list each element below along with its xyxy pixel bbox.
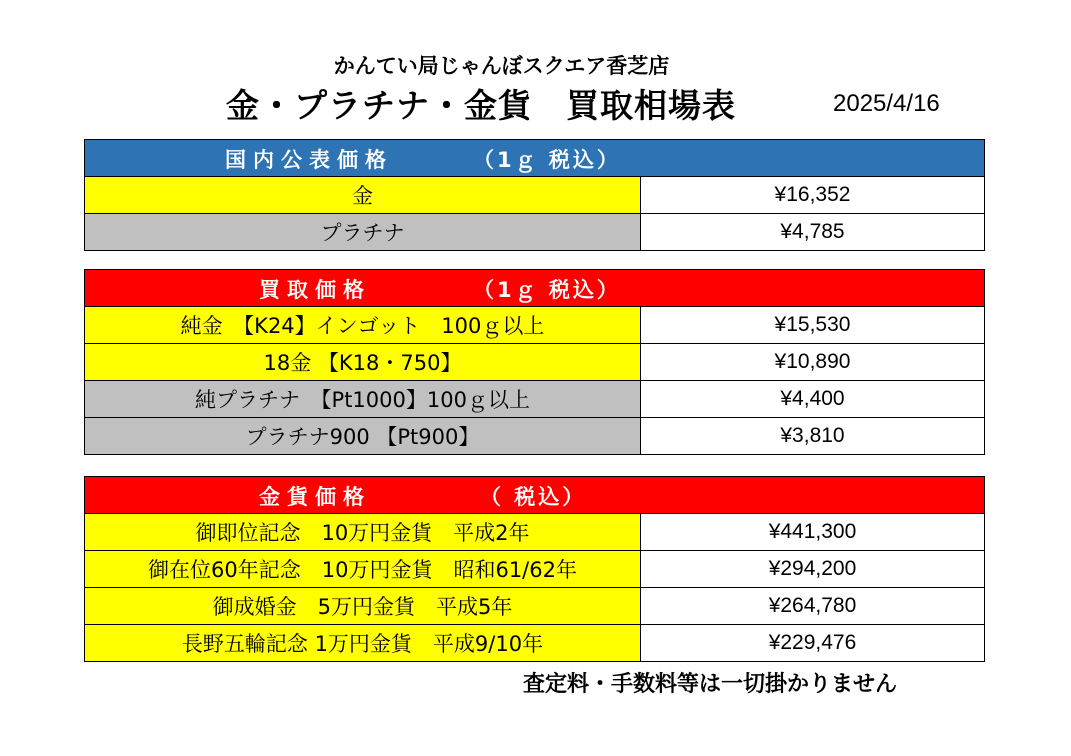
store-name: かんてい局じゃんぼスクエア香芝店 [333, 54, 670, 78]
table-row [85, 381, 985, 418]
buy-header-row [85, 270, 985, 307]
table-row [85, 551, 985, 588]
table-row [85, 177, 985, 214]
item-name: 長野五輪記念 1万円金貨 平成9/10年 [85, 625, 641, 662]
item-price: ¥294,200 [641, 551, 985, 588]
footer-note: 査定料・手数料等は一切掛かりません [523, 672, 898, 697]
coin-header-title: 金貨価格 [259, 484, 371, 509]
table-row [85, 307, 985, 344]
item-price: ¥3,810 [641, 418, 985, 455]
coin-header-row [85, 477, 985, 514]
buy-header-note: （1ｇ 税込） [473, 277, 621, 302]
item-name: 金 [85, 177, 641, 214]
coin-header-note: （ 税込） [480, 484, 587, 509]
item-name: プラチナ [85, 214, 641, 251]
buy-price-table [84, 269, 985, 455]
item-name: 純プラチナ 【Pt1000】100ｇ以上 [85, 381, 641, 418]
item-name: 御即位記念 10万円金貨 平成2年 [85, 514, 641, 551]
table-row [85, 344, 985, 381]
item-name: プラチナ900 【Pt900】 [85, 418, 641, 455]
domestic-header-row [85, 140, 985, 177]
item-price: ¥4,400 [641, 381, 985, 418]
domestic-header-cell [85, 140, 985, 177]
page-title: 金・プラチナ・金貨 買取相場表 [226, 86, 736, 125]
coin-header-cell [85, 477, 985, 514]
buy-header-title: 買取価格 [259, 277, 371, 302]
domestic-header-note: （1ｇ 税込） [473, 147, 621, 172]
table-row [85, 514, 985, 551]
table-row [85, 214, 985, 251]
domestic-price-table [84, 139, 985, 251]
item-price: ¥15,530 [641, 307, 985, 344]
table-row [85, 625, 985, 662]
item-price: ¥16,352 [641, 177, 985, 214]
item-price: ¥264,780 [641, 588, 985, 625]
item-name: 純金 【K24】インゴット 100ｇ以上 [85, 307, 641, 344]
item-price: ¥441,300 [641, 514, 985, 551]
domestic-header-title: 国内公表価格 [225, 147, 393, 172]
item-price: ¥229,476 [641, 625, 985, 662]
item-name: 御在位60年記念 10万円金貨 昭和61/62年 [85, 551, 641, 588]
table-row [85, 418, 985, 455]
item-name: 御成婚金 5万円金貨 平成5年 [85, 588, 641, 625]
item-price: ¥4,785 [641, 214, 985, 251]
buy-header-cell [85, 270, 985, 307]
item-price: ¥10,890 [641, 344, 985, 381]
coin-price-table [84, 476, 985, 662]
item-name: 18金 【K18・750】 [85, 344, 641, 381]
table-row [85, 588, 985, 625]
date-label: 2025/4/16 [833, 90, 940, 117]
